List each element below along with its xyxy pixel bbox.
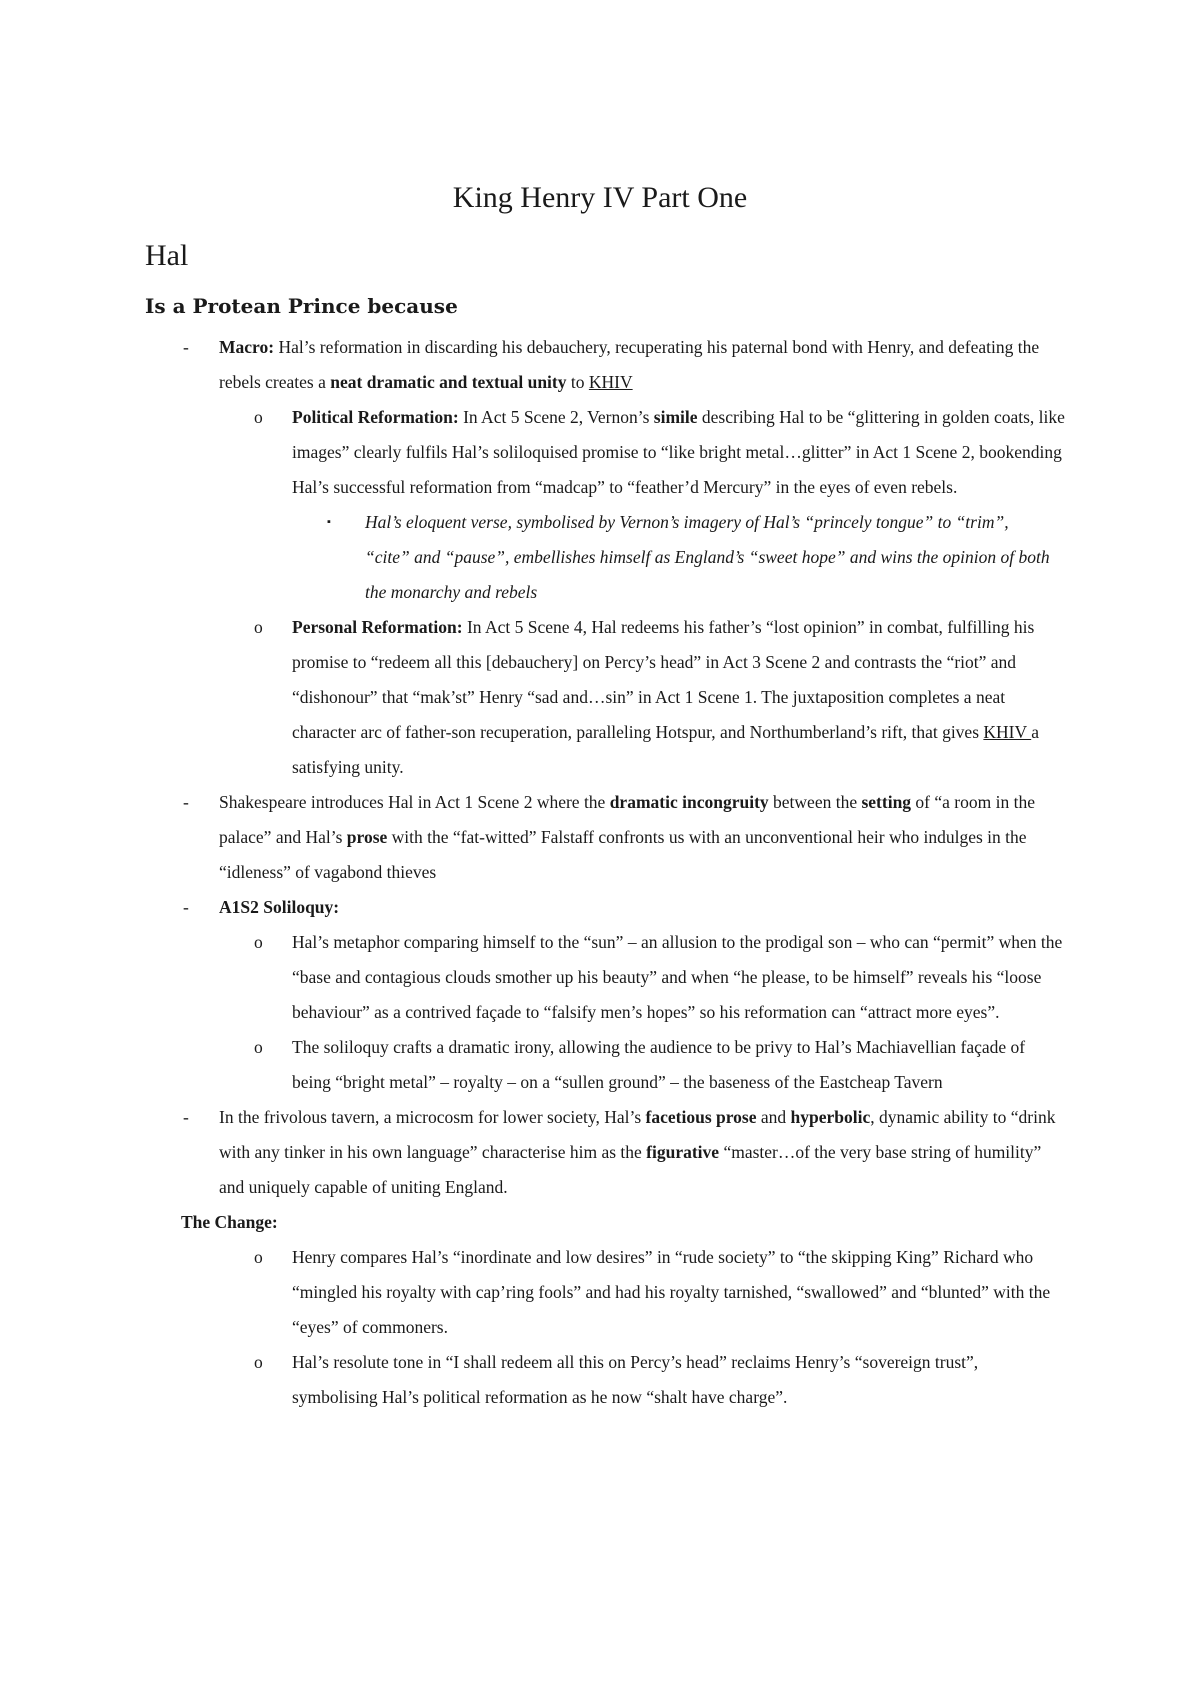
dash-marker: - xyxy=(183,337,189,357)
square-marker: ▪ xyxy=(327,516,331,528)
text-run: , dynamic ability to “drink with any tinker in his own language” characterise him as the xyxy=(219,1107,1056,1162)
text-run: to xyxy=(566,372,589,392)
bullet-eloquent-verse xyxy=(0,505,1200,610)
dash-marker: - xyxy=(183,897,189,917)
circle-marker: o xyxy=(254,617,263,637)
circle-marker: o xyxy=(254,1247,263,1267)
bullet-tavern xyxy=(0,1100,1200,1205)
text-run: a satisfying unity. xyxy=(292,722,1039,777)
italic-text: Hal’s eloquent verse, symbolised by Vernon’s imagery of Hal’s “princely tongue” to “trim”, “cite” and “pause”, embellishes himself as England’s “sweet hope” and wins the opinion of both the monarchy and rebels xyxy=(365,512,1050,602)
circle-marker: o xyxy=(254,1352,263,1372)
text-run: between the xyxy=(768,792,862,812)
text-run: Hal’s reformation in discarding his debauchery, recuperating his paternal bond with Henry, and defeating the rebels creates a xyxy=(219,337,1040,392)
bold-run: neat dramatic and textual unity xyxy=(330,372,567,392)
bold-run: figurative xyxy=(646,1142,720,1162)
underlined-title: KHIV xyxy=(588,372,633,392)
bullet-henry-compares xyxy=(0,1240,1200,1345)
bold-run: facetious prose xyxy=(645,1107,757,1127)
text-run: Hal’s resolute tone in “I shall redeem all this on Percy’s head” reclaims Henry’s “sovereign trust”, symbolising Hal’s political reformation as he now “shalt have charge”. xyxy=(292,1352,979,1407)
text-run: In the frivolous tavern, a microcosm for lower society, Hal’s xyxy=(219,1107,646,1127)
bold-run: prose xyxy=(346,827,388,847)
document-body xyxy=(0,330,1200,1415)
bullet-introduction xyxy=(0,785,1200,890)
bullet-sun-metaphor xyxy=(0,925,1200,1030)
text-run: describing Hal to be “glittering in golden coats, like images” clearly fulfils Hal’s soliloquised promise to “like bright metal…glitter” in Act 1 Scene 2, bookending Hal’s successful reformation from “madcap” to “feather’d Mercury” in the eyes of even rebels. xyxy=(292,407,1065,497)
circle-marker: o xyxy=(254,1037,263,1057)
bullet-macro xyxy=(0,330,1200,400)
text-run: In Act 5 Scene 2, Vernon’s xyxy=(458,407,654,427)
bold-lead: Macro: xyxy=(219,337,275,357)
text-run: Shakespeare introduces Hal in Act 1 Scene 2 where the xyxy=(219,792,610,812)
bullet-political-reformation xyxy=(0,400,1200,505)
bullet-personal-reformation xyxy=(0,610,1200,785)
text-run: and xyxy=(756,1107,791,1127)
bold-lead: A1S2 Soliloquy: xyxy=(219,897,340,917)
underlined-title: KHIV xyxy=(983,722,1032,742)
subsection-heading: Is a Protean Prince because xyxy=(145,294,458,318)
bold-lead: Political Reformation: xyxy=(292,407,459,427)
bullet-soliloquy xyxy=(0,890,1200,925)
bullet-resolute-tone xyxy=(0,1345,1200,1415)
text-run: Hal’s metaphor comparing himself to the “sun” – an allusion to the prodigal son – who can “permit” when the “base and contagious clouds smother up his beauty” and when “he please, to be himself” reveals his “loose behaviour” as a contrived façade to “falsify men’s hopes” so his reformation can “attract more eyes”. xyxy=(292,932,1063,1022)
text-run: of “a room in the palace” and Hal’s xyxy=(219,792,1035,847)
text-run: “master…of the very base string of humility” and uniquely capable of uniting England. xyxy=(219,1142,1042,1197)
bold-run: setting xyxy=(861,792,912,812)
bold-run: hyperbolic xyxy=(790,1107,871,1127)
section-heading: Hal xyxy=(145,239,189,272)
circle-marker: o xyxy=(254,407,263,427)
text-run: In Act 5 Scene 4, Hal redeems his father’s “lost opinion” in combat, fulfilling his promise to “redeem all this [debauchery] on Percy’s head” in Act 3 Scene 2 and contrasts the “riot” and “dishonour” that “mak’st” Henry “sad and…sin” in Act 1 Scene 1. The juxtaposition completes a neat character arc of father-son recuperation, paralleling Hotspur, and Northumberland’s rift, that gives xyxy=(292,617,1035,742)
bold-lead: Personal Reformation: xyxy=(292,617,463,637)
document-title: King Henry IV Part One xyxy=(452,181,748,214)
bold-run: dramatic incongruity xyxy=(609,792,769,812)
text-run: The soliloquy crafts a dramatic irony, allowing the audience to be privy to Hal’s Machiavellian façade of being “bright metal” – royalty – on a “sullen ground” – the baseness of the Eastcheap Tavern xyxy=(292,1037,1026,1092)
text-run: with the “fat-witted” Falstaff confronts us with an unconventional heir who indulges in the “idleness” of vagabond thieves xyxy=(219,827,1027,882)
the-change-heading: The Change: xyxy=(181,1212,278,1232)
circle-marker: o xyxy=(254,932,263,952)
text-run: Henry compares Hal’s “inordinate and low desires” in “rude society” to “the skipping King” Richard who “mingled his royalty with cap’ring fools” and had his royalty tarnished, “swallowed” and “blunted” with the “eyes” of commoners. xyxy=(292,1247,1051,1337)
dash-marker: - xyxy=(183,792,189,812)
bold-run: simile xyxy=(653,407,698,427)
bullet-dramatic-irony xyxy=(0,1030,1200,1100)
dash-marker: - xyxy=(183,1107,189,1127)
